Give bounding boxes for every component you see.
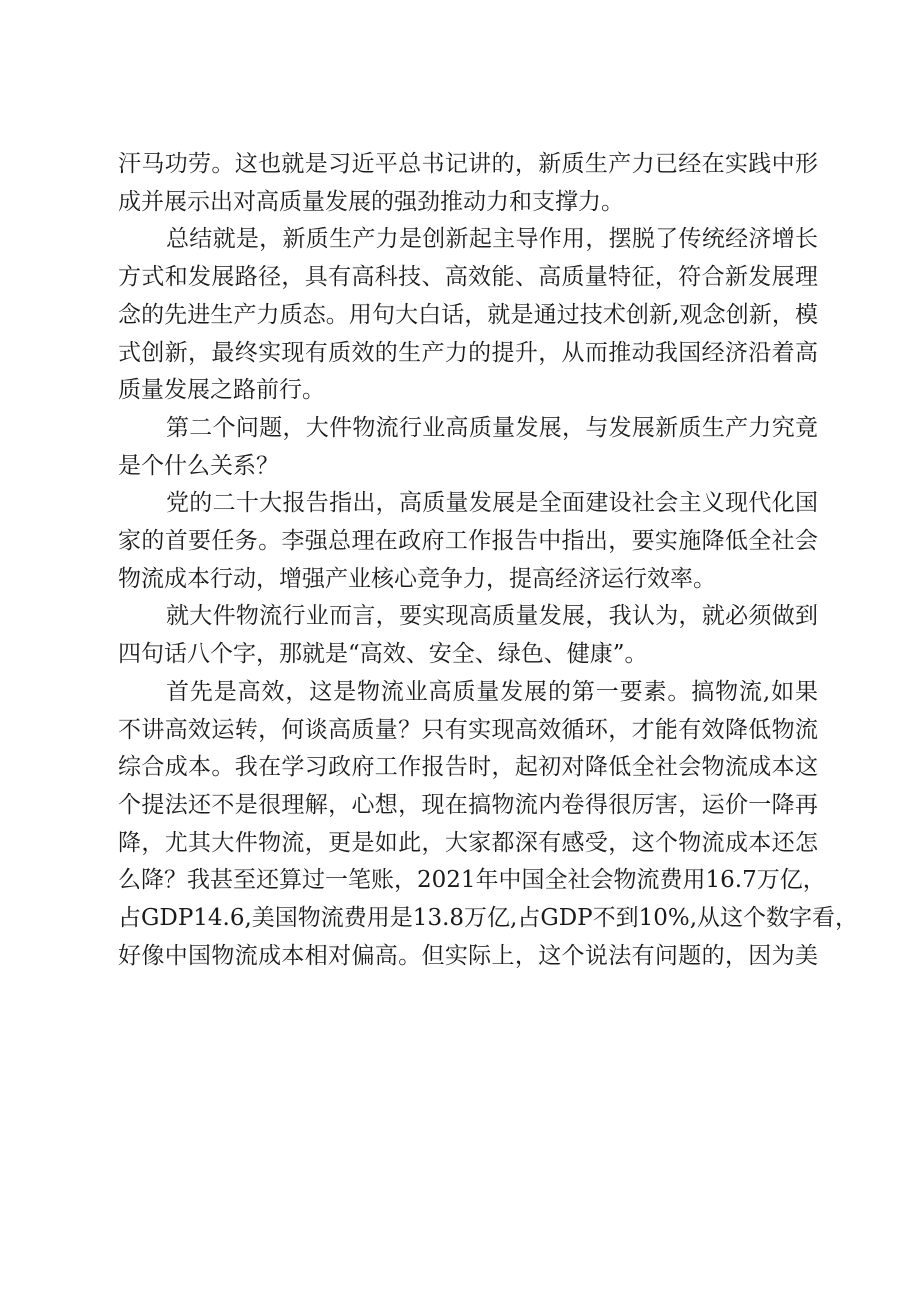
text-line: 方式和发展路径，具有高科技、高效能、高质量特征，符合新发展理	[118, 264, 818, 291]
text-line: 汗马功劳。这也就是习近平总书记讲的，新质生产力已经在实践中形	[118, 151, 818, 177]
text-line: 是个什么关系？	[118, 452, 279, 479]
text-line: 么降？我甚至还算过一笔账，2021年中国全社会物流费用16.7万亿，	[118, 867, 826, 894]
text-line: 物流成本行动，增强产业核心竞争力，提高经济运行效率。	[118, 565, 716, 592]
text-line: 四句话八个字，那就是“高效、安全、绿色、健康”。	[118, 641, 648, 668]
text-line: 好像中国物流成本相对偏高。但实际上，这个说法有问题的，因为美	[118, 942, 818, 969]
text-line: 念的先进生产力质态。用句大白话，就是通过技术创新,观念创新，模	[118, 301, 818, 328]
text-line: 式创新，最终实现有质效的生产力的提升，从而推动我国经济沿着高	[118, 339, 818, 366]
text-line: 综合成本。我在学习政府工作报告时，起初对降低全社会物流成本这	[118, 754, 818, 781]
text-line: 质量发展之路前行。	[118, 377, 325, 404]
text-line: 个提法还不是很理解，心想，现在搞物流内卷得很厉害，运价一降再	[118, 791, 818, 818]
text-line: 就大件物流行业而言，要实现高质量发展，我认为，就必须做到	[166, 603, 818, 630]
text-line: 第二个问题，大件物流行业高质量发展，与发展新质生产力究竟	[166, 414, 818, 441]
text-line: 占GDP14.6,美国物流费用是13.8万亿,占GDP不到10%,从这个数字看，	[118, 905, 859, 932]
text-line: 党的二十大报告指出，高质量发展是全面建设社会主义现代化国	[166, 490, 818, 517]
text-line: 总结就是，新质生产力是创新起主导作用，摆脱了传统经济增长	[166, 226, 818, 253]
text-line: 首先是高效，这是物流业高质量发展的第一要素。搞物流,如果	[166, 678, 818, 705]
text-line: 不讲高效运转，何谈高质量？只有实现高效循环，才能有效降低物流	[118, 716, 818, 743]
text-line: 降，尤其大件物流，更是如此，大家都深有感受，这个物流成本还怎	[118, 829, 818, 856]
text-line: 成并展示出对高质量发展的强劲推动力和支撑力。	[118, 188, 624, 215]
text-line: 家的首要任务。李强总理在政府工作报告中指出，要实施降低全社会	[118, 528, 818, 555]
body-text	[118, 146, 859, 975]
